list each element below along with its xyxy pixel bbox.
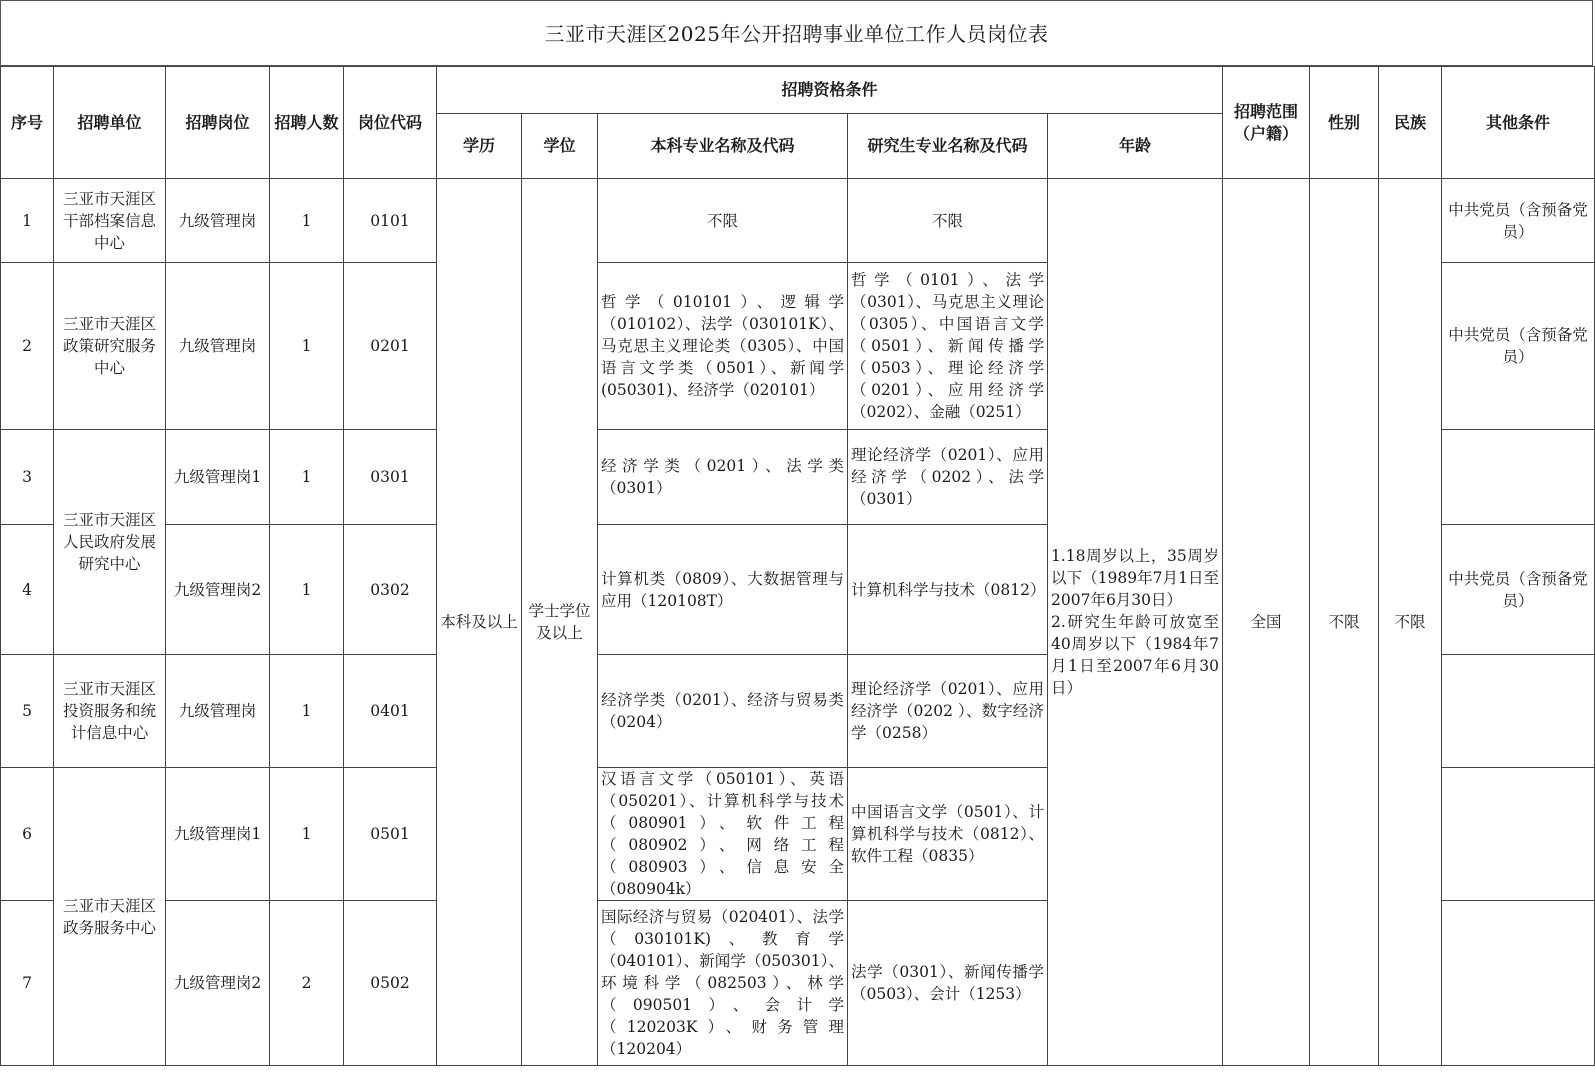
pg-major-cell: 理论经济学（0201）、应用经济学（0202）、法学（0301） (848, 430, 1048, 525)
seq-cell: 7 (1, 901, 54, 1066)
post-cell: 九级管理岗1 (166, 768, 270, 901)
ug-major-cell: 经济学类（0201）、经济与贸易类（0204） (598, 655, 848, 768)
scope-cell: 全国 (1223, 179, 1310, 1066)
seq-cell: 5 (1, 655, 54, 768)
post-cell: 九级管理岗1 (166, 430, 270, 525)
header-pg-major: 研究生专业名称及代码 (848, 114, 1048, 179)
pg-major-cell: 法学（0301）、新闻传播学（0503）、会计（1253） (848, 901, 1048, 1066)
unit-cell: 三亚市天涯区政策研究服务中心 (54, 263, 166, 430)
table-row (1, 179, 1595, 263)
other-cell: 中共党员（含预备党员） (1442, 263, 1595, 430)
header-count: 招聘人数 (270, 67, 344, 179)
count-cell: 1 (270, 525, 344, 655)
seq-cell: 1 (1, 179, 54, 263)
other-cell: 中共党员（含预备党员） (1442, 179, 1595, 263)
header-seq: 序号 (1, 67, 54, 179)
header-unit: 招聘单位 (54, 67, 166, 179)
other-cell: 中共党员（含预备党员） (1442, 525, 1595, 655)
code-cell: 0302 (344, 525, 437, 655)
other-cell (1442, 430, 1595, 525)
unit-cell: 三亚市天涯区人民政府发展研究中心 (54, 430, 166, 655)
degree-cell: 学士学位及以上 (522, 179, 598, 1066)
age-cell: 1.18周岁以上，35周岁以下（1989年7月1日至2007年6月30日） 2.研究生年龄可放宽至40周岁以下（1984年7月1日至2007年6月30日） (1048, 179, 1223, 1066)
count-cell: 1 (270, 263, 344, 430)
ug-major-cell: 不限 (598, 179, 848, 263)
count-cell: 1 (270, 655, 344, 768)
post-cell: 九级管理岗2 (166, 525, 270, 655)
header-age: 年龄 (1048, 114, 1223, 179)
unit-cell: 三亚市天涯区投资服务和统计信息中心 (54, 655, 166, 768)
header-degree: 学位 (522, 114, 598, 179)
ug-major-cell: 经济学类（0201）、法学类（0301） (598, 430, 848, 525)
code-cell: 0101 (344, 179, 437, 263)
header-row-1 (1, 67, 1595, 114)
other-cell (1442, 901, 1595, 1066)
count-cell: 2 (270, 901, 344, 1066)
pg-major-cell: 不限 (848, 179, 1048, 263)
post-cell: 九级管理岗 (166, 655, 270, 768)
edu-cell: 本科及以上 (437, 179, 522, 1066)
unit-cell: 三亚市天涯区干部档案信息中心 (54, 179, 166, 263)
seq-cell: 4 (1, 525, 54, 655)
seq-cell: 6 (1, 768, 54, 901)
seq-cell: 2 (1, 263, 54, 430)
gender-cell: 不限 (1310, 179, 1379, 1066)
count-cell: 1 (270, 768, 344, 901)
count-cell: 1 (270, 179, 344, 263)
pg-major-cell: 中国语言文学（0501）、计算机科学与技术（0812）、软件工程（0835） (848, 768, 1048, 901)
header-gender: 性别 (1310, 67, 1379, 179)
ug-major-cell: 汉语言文学（050101）、英语（050201）、计算机科学与技术（080901）、软件工程（080902）、网络工程（080903）、信息安全（080904k） (598, 768, 848, 901)
pg-major-cell: 哲学（0101）、法学（0301）、马克思主义理论（0305）、中国语言文学（0501）、新闻传播学（0503）、理论经济学（0201）、应用经济学（0202）、金融（0251） (848, 263, 1048, 430)
ug-major-cell: 计算机类（0809）、大数据管理与应用（120108T） (598, 525, 848, 655)
code-cell: 0401 (344, 655, 437, 768)
header-other: 其他条件 (1442, 67, 1595, 179)
header-qualification: 招聘资格条件 (437, 67, 1223, 114)
pg-major-cell: 计算机科学与技术（0812） (848, 525, 1048, 655)
seq-cell: 3 (1, 430, 54, 525)
code-cell: 0301 (344, 430, 437, 525)
title-box (0, 0, 1593, 66)
other-cell (1442, 768, 1595, 901)
post-cell: 九级管理岗 (166, 263, 270, 430)
header-scope: 招聘范围（户籍） (1223, 67, 1310, 179)
unit-cell: 三亚市天涯区政务服务中心 (54, 768, 166, 1066)
post-cell: 九级管理岗2 (166, 901, 270, 1066)
code-cell: 0201 (344, 263, 437, 430)
count-cell: 1 (270, 430, 344, 525)
recruitment-table (0, 66, 1595, 1066)
pg-major-cell: 理论经济学（0201）、应用经济学（0202 ）、数字经济学（0258） (848, 655, 1048, 768)
other-cell (1442, 655, 1595, 768)
header-code: 岗位代码 (344, 67, 437, 179)
code-cell: 0501 (344, 768, 437, 901)
header-edu: 学历 (437, 114, 522, 179)
header-post: 招聘岗位 (166, 67, 270, 179)
post-cell: 九级管理岗 (166, 179, 270, 263)
ethnic-cell: 不限 (1379, 179, 1442, 1066)
code-cell: 0502 (344, 901, 437, 1066)
page-title: 三亚市天涯区2025年公开招聘事业单位工作人员岗位表 (544, 22, 1049, 46)
ug-major-cell: 国际经济与贸易（020401）、法学（030101K)、教育学（040101）、新闻学（050301）、环境科学（082503）、林学（090501）、会计学（120203K）、财务管理（120204） (598, 901, 848, 1066)
header-ug-major: 本科专业名称及代码 (598, 114, 848, 179)
header-ethnic: 民族 (1379, 67, 1442, 179)
ug-major-cell: 哲学（010101）、逻辑学（010102）、法学（030101K）、马克思主义理论类（0305）、中国语言文学类（0501）、新闻学(050301)、经济学（020101） (598, 263, 848, 430)
